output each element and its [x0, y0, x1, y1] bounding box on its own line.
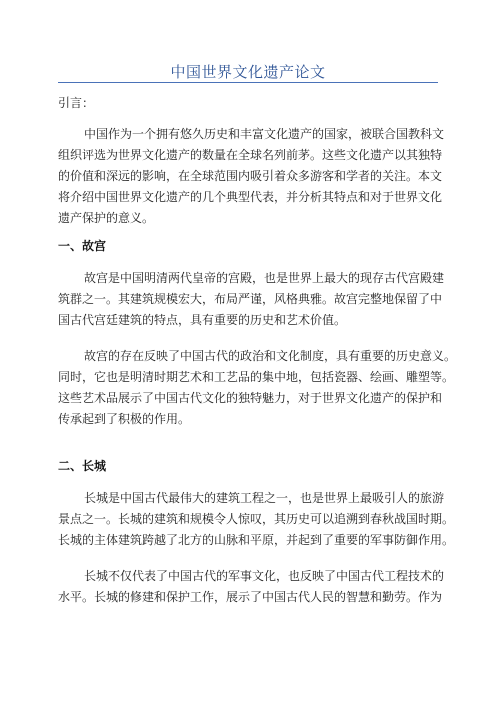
gugong-paragraph-2: [58, 346, 457, 430]
section-heading-gugong: 一、故宫: [58, 239, 107, 253]
paragraph-line: 故宫的存在反映了中国古代的政治和文化制度，具有重要的历史意义。: [84, 349, 457, 363]
paragraph-line: 组织评选为世界文化遗产的数量在全球名列前茅。这些文化遗产以其独特: [58, 148, 443, 162]
paragraph-line: 同时，它也是明清时期艺术和工艺品的集中地，包括瓷器、绘画、雕塑等。: [58, 370, 455, 384]
paragraph-line: 将介绍中国世界文化遗产的几个典型代表，并分析其特点和对于世界文化: [58, 190, 443, 204]
paragraph-line: 的价值和深远的影响，在全球范围内吸引着众多游客和学者的关注。本文: [58, 169, 443, 183]
paragraph-line: 故宫是中国明清两代皇帝的宫殿，也是世界上最大的现存古代宫殿建: [84, 271, 445, 285]
gugong-paragraph-1: [58, 268, 445, 331]
section-heading-changcheng: 二、长城: [58, 459, 107, 473]
paragraph-line: 水平。长城的修建和保护工作，展示了中国古代人民的智慧和勤劳。作为: [58, 590, 443, 604]
document-title: 中国世界文化遗产论文: [170, 63, 326, 81]
paragraph-line: 这些艺术品展示了中国古代文化的独特魅力，对于世界文化遗产的保护和: [58, 391, 443, 405]
paragraph-line: 遗产保护的意义。: [58, 211, 155, 225]
paragraph-line: 国古代宫廷建筑的特点，具有重要的历史和艺术价值。: [58, 313, 347, 327]
paragraph-line: 中国作为一个拥有悠久历史和丰富文化遗产的国家，被联合国教科文: [84, 127, 445, 141]
intro-label: [58, 93, 438, 114]
paragraph-line: 传承起到了积极的作用。: [58, 412, 191, 426]
title-underline: [58, 82, 438, 83]
paragraph-line: 长城不仅代表了中国古代的军事文化，也反映了中国古代工程技术的: [84, 569, 445, 583]
paragraph-line: 景点之一。长城的建筑和规模令人惊叹，其历史可以追溯到春秋战国时期。: [58, 512, 455, 526]
intro-label-text: 引言：: [58, 96, 95, 110]
changcheng-paragraph-2: [58, 566, 445, 608]
changcheng-paragraph-1: [58, 488, 455, 551]
paragraph-line: 长城是中国古代最伟大的建筑工程之一，也是世界上最吸引人的旅游: [84, 491, 445, 505]
paragraph-line: 长城的主体建筑跨越了北方的山脉和平原，并起到了重要的军事防御作用。: [58, 533, 455, 547]
paragraph-line: 筑群之一。其建筑规模宏大，布局严谨，风格典雅。故宫完整地保留了中: [58, 292, 443, 306]
intro-paragraph: [58, 124, 445, 229]
